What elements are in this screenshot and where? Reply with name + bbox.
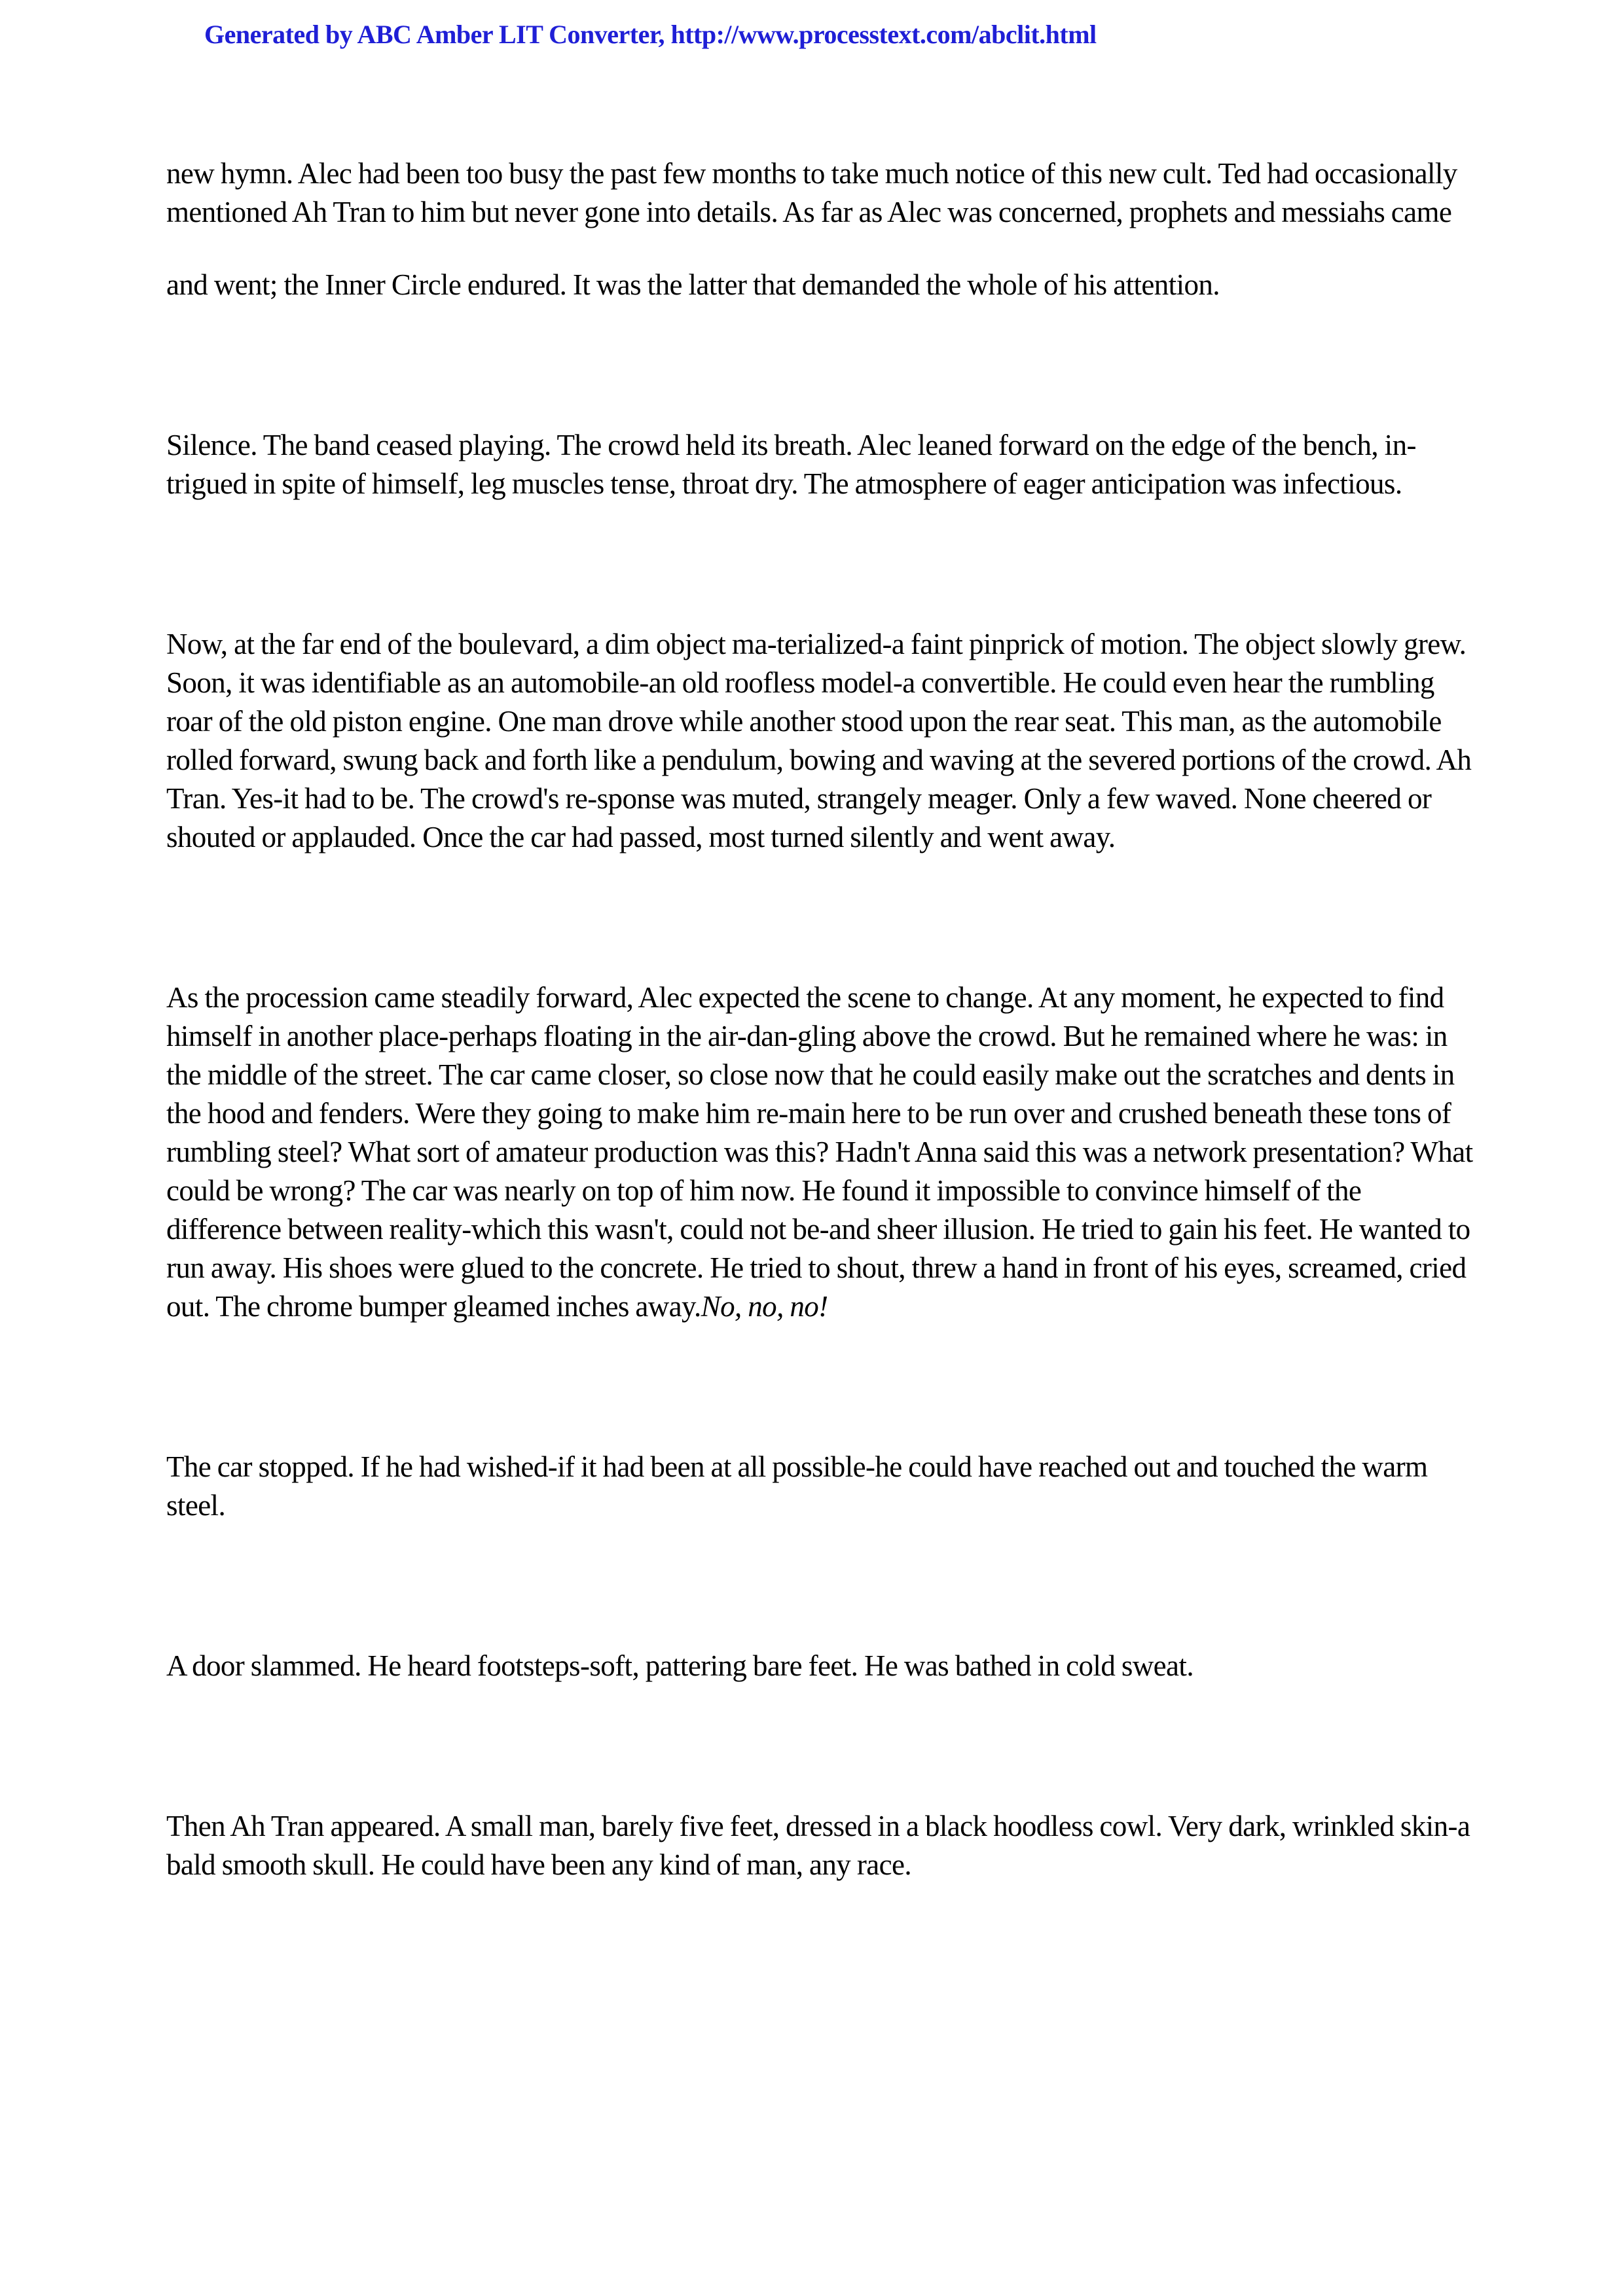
paragraph-6: The car stopped. If he had wished-if it had been at all possible-he could have reached out and touched the warm steel.	[166, 1450, 1428, 1522]
paragraph-gap	[166, 304, 1476, 426]
paragraph-8: Then Ah Tran appeared. A small man, barely five feet, dressed in a black hoodless cowl. Very dark, wrinkled skin-a bald smooth skull. He could have been any kind of man, any race.	[166, 1810, 1470, 1881]
paragraph-2: and went; the Inner Circle endured. It was the latter that demanded the whole of his attention.	[166, 268, 1220, 301]
paragraph-gap	[166, 1685, 1476, 1807]
paragraph-5-text: As the procession came steadily forward, Alec expected the scene to change. At any moment, he expected to find himself in another place-perhaps floating in the air-dan-gling above the crowd. But he remained where he was: in the middle of the street. The car came closer, so close now that he could easily make out the scratches and dents in the hood and fenders. Were they going to make him re-main here to be run over and crushed beneath these tons of rumbling steel? What sort of amateur production was this? Hadn't Anna said this was a network presentation? What could be wrong? The car was nearly on top of him now. He found it impossible to convince himself of the difference between reality-which this wasn't, could not be-and sheer illusion. He tried to gain his feet. He wanted to run away. His shoes were glued to the concrete. He tried to shout, threw a hand in front of his eyes, screamed, cried out. The chrome bumper gleamed inches away.	[166, 981, 1473, 1323]
paragraph-7: A door slammed. He heard footsteps-soft, pattering bare feet. He was bathed in cold sweat.	[166, 1649, 1194, 1682]
paragraph-gap	[166, 857, 1476, 978]
document-body	[166, 154, 1476, 1884]
paragraph-3: Silence. The band ceased playing. The crowd held its breath. Alec leaned forward on the edge of the bench, in-trigued in spite of himself, leg muscles tense, throat dry. The atmosphere of eager anticipation was infectious.	[166, 429, 1416, 500]
converter-header-link[interactable]: Generated by ABC Amber LIT Converter, http://www.processtext.com/abclit.html	[204, 20, 1097, 49]
paragraph-gap	[166, 1326, 1476, 1448]
paragraph-4: Now, at the far end of the boulevard, a dim object ma-terialized-a faint pinprick of motion. The object slowly grew. Soon, it was identifiable as an automobile-an old roofless model-a convertible. He could even hear the rumbling roar of the old piston engine. One man drove while another stood upon the rear seat. This man, as the automobile rolled forward, swung back and forth like a pendulum, bowing and waving at the severed portions of the crowd. Ah Tran. Yes-it had to be. The crowd's re-sponse was muted, strangely meager. Only a few waved. None cheered or shouted or applauded. Once the car had passed, most turned silently and went away.	[166, 628, 1472, 853]
paragraph-1: new hymn. Alec had been too busy the past few months to take much notice of this new cult. Ted had occasionally mentioned Ah Tran to him but never gone into details. As far as Alec was concerned, prophets and messiahs came	[166, 157, 1457, 228]
paragraph-5-emphasis: No, no, no!	[701, 1290, 828, 1323]
paragraph-5	[166, 978, 1476, 1326]
paragraph-gap	[166, 232, 1476, 266]
paragraph-gap	[166, 1525, 1476, 1647]
paragraph-gap	[166, 503, 1476, 625]
